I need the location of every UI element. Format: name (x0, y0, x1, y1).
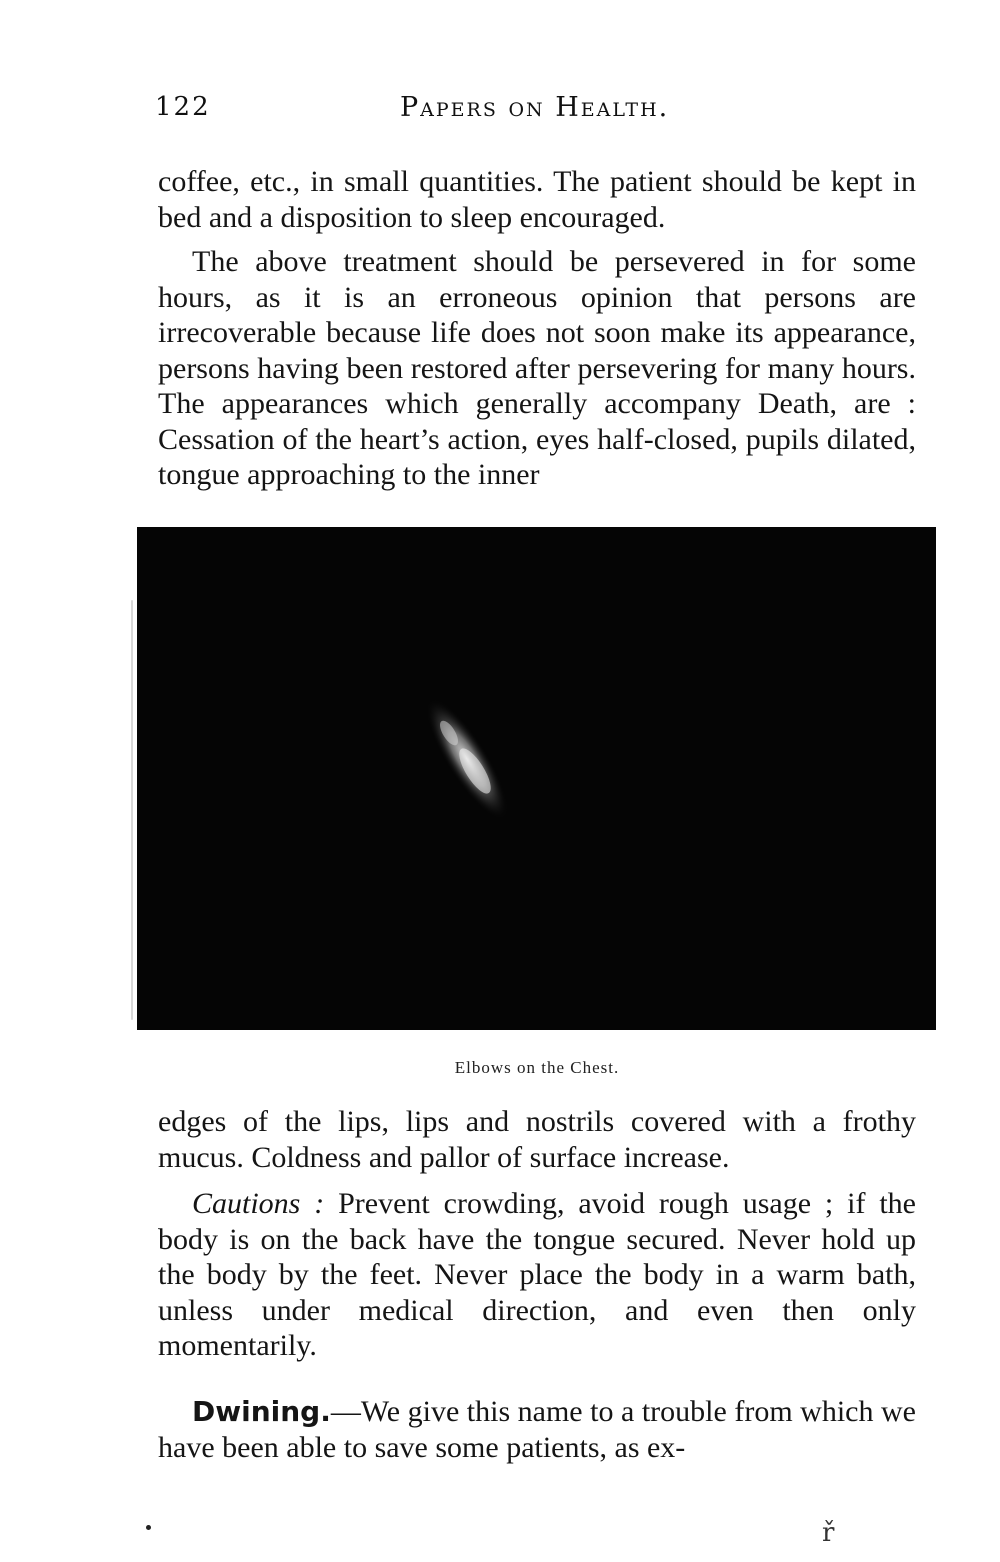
paragraph-4 (158, 1186, 916, 1364)
footer-mark: ř (822, 1518, 835, 1548)
plate-edge-mark (131, 600, 133, 1020)
dwining-heading: Dwining. (192, 1395, 331, 1428)
photo-plate (137, 527, 936, 1030)
ink-speck (146, 1525, 151, 1530)
paragraph-5 (158, 1394, 916, 1465)
running-title: Papers on Health. (400, 92, 670, 123)
cautions-label: Cautions : (192, 1187, 325, 1220)
cautions-text: Prevent crowding, avoid rough usage ; if the body is on the back have the tongue secured. Never hold up the body by the feet. Never place the body in a warm bath, unless under medical direction, and even then only momentarily. (158, 1187, 916, 1362)
figure-caption: Elbows on the Chest. (454, 1058, 620, 1077)
dwining-text: —We give this name to a trouble from which we have been able to save some patients, as ex- (158, 1395, 916, 1464)
running-header (155, 92, 915, 132)
photo-image (137, 527, 936, 1030)
paragraph-3: edges of the lips, lips and nostrils covered with a frothy mucus. Coldness and pallor of surface increase. (158, 1105, 916, 1174)
paragraph-1: coffee, etc., in small quantities. The patient should be kept in bed and a disposition to sleep encouraged. (158, 165, 916, 234)
paragraph-2: The above treatment should be persevered in for some hours, as it is an erroneous opinion that persons are irrecoverable because life does not soon make its appearance, persons having been restored after persevering for many hours. The appearances which generally accompany Death, are : Cessation of the heart’s action, eyes half-closed, pupils dilated, tongue approaching to the inner (158, 245, 916, 491)
page-number: 122 (155, 92, 211, 122)
